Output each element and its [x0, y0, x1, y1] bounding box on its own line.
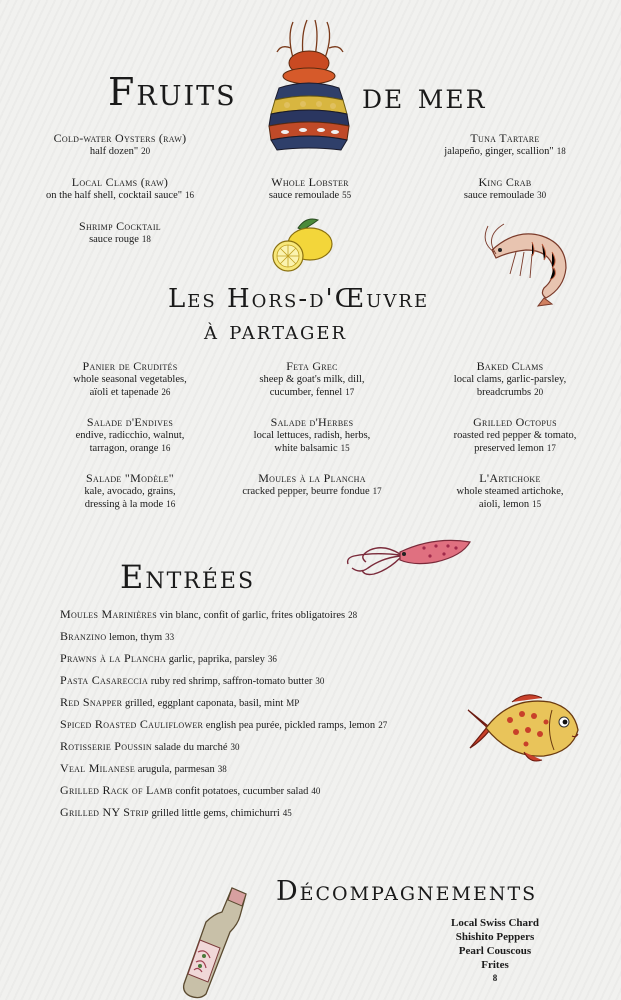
item-desc: half dozen" — [89, 146, 139, 157]
list-item — [60, 670, 387, 692]
section-title-de-mer: de mer — [362, 76, 487, 117]
item-price: 26 — [161, 387, 171, 397]
item-desc: kale, avocado, grains, — [84, 486, 176, 497]
menu-item-oysters — [20, 132, 220, 158]
item-name: Feta Grec — [286, 359, 338, 373]
menu-item-shrimp-cocktail — [20, 220, 220, 246]
list-item — [60, 758, 387, 780]
menu-item-salade-dendives — [40, 416, 220, 455]
item-price: 17 — [372, 486, 382, 496]
item-desc: grilled, eggplant caponata, basil, mint — [124, 698, 284, 709]
menu-item-whole-lobster — [220, 176, 400, 202]
lemon-icon — [268, 214, 336, 274]
item-desc: lemon, thym — [109, 632, 163, 643]
sides-price: 8 — [492, 973, 498, 983]
item-desc: whole steamed artichoke, — [456, 486, 564, 497]
item-name: Whole Lobster — [271, 175, 349, 189]
menu-item-feta-grec — [222, 360, 402, 399]
menu-item-local-clams — [14, 176, 226, 202]
list-item — [60, 692, 387, 714]
item-price: 28 — [348, 610, 358, 620]
item-desc: on the half shell, cocktail sauce" — [45, 190, 183, 201]
item-price: 40 — [311, 786, 321, 796]
item-desc: jalapeño, ginger, scallion" — [444, 146, 554, 157]
section-title-a-partager: à partager — [204, 316, 348, 346]
item-name: Branzino — [60, 629, 107, 643]
item-desc: local lettuces, radish, herbs, — [253, 430, 371, 441]
list-item — [60, 802, 387, 824]
item-price: 36 — [267, 654, 277, 664]
item-desc: white balsamic — [274, 443, 338, 454]
squid-icon — [344, 534, 472, 578]
item-price: 16 — [166, 499, 176, 509]
item-price: MP — [286, 698, 300, 708]
item-price: 38 — [217, 764, 227, 774]
item-desc: endive, radicchio, walnut, — [75, 430, 185, 441]
item-name: Moules Marinières — [60, 607, 157, 621]
item-price: 17 — [345, 387, 355, 397]
list-item: Frites — [481, 959, 509, 971]
item-desc: breadcrumbs — [476, 387, 532, 398]
section-title-entrees: Entrées — [120, 558, 256, 596]
section-title-fruits: Fruits — [108, 70, 237, 114]
item-price: 20 — [141, 146, 151, 156]
fish-icon — [466, 690, 582, 764]
list-item — [60, 648, 387, 670]
item-name: Salade d'Herbes — [270, 415, 354, 429]
wine-bottle-icon — [180, 886, 252, 1000]
item-desc: english pea purée, pickled ramps, lemon — [205, 720, 376, 731]
item-name: Spiced Roasted Cauliflower — [60, 717, 204, 731]
item-name: Tuna Tartare — [470, 131, 540, 145]
section-title-hors-doeuvre: Les Hors-d'Œuvre — [168, 284, 430, 314]
list-item — [60, 780, 387, 802]
item-price: 30 — [315, 676, 325, 686]
list-item — [60, 626, 387, 648]
lobster-tower-icon — [263, 18, 355, 158]
item-desc: grilled little gems, chimichurri — [151, 808, 280, 819]
section-title-accompagnements: Décompagnements — [276, 876, 538, 907]
item-desc: sauce rouge — [89, 234, 139, 245]
item-name: Pasta Casareccia — [60, 673, 149, 687]
item-name: Veal Milanese — [60, 761, 136, 775]
list-item — [60, 604, 387, 626]
item-name: Salade "Modèle" — [86, 471, 174, 485]
menu-item-salade-modele — [40, 472, 220, 511]
item-name: Red Snapper — [60, 695, 123, 709]
item-price: 17 — [546, 443, 556, 453]
sides-list — [430, 916, 560, 984]
item-name: Cold-water Oysters (raw) — [53, 131, 187, 145]
shrimp-icon — [486, 222, 576, 306]
item-name: Grilled Rack of Lamb — [60, 783, 173, 797]
item-price: 30 — [537, 190, 547, 200]
menu-item-moules-a-la-plancha — [222, 472, 402, 498]
item-name: Grilled Octopus — [473, 415, 557, 429]
item-desc: roasted red pepper & tomato, — [453, 430, 577, 441]
item-name: L'Artichoke — [479, 471, 541, 485]
menu-item-tuna-tartare — [405, 132, 605, 158]
menu-item-salade-dherbes — [222, 416, 402, 455]
item-name: Moules à la Plancha — [258, 471, 366, 485]
item-desc: aïoli et tapenade — [89, 387, 159, 398]
item-desc: salade du marché — [154, 742, 228, 753]
item-desc: aioli, lemon — [478, 499, 530, 510]
item-price: 15 — [340, 443, 350, 453]
list-item — [60, 736, 387, 758]
menu-item-lartichoke — [420, 472, 600, 511]
item-desc: whole seasonal vegetables, — [73, 374, 187, 385]
item-price: 18 — [556, 146, 566, 156]
item-desc: vin blanc, confit of garlic, frites obligatoires — [159, 610, 346, 621]
item-price: 16 — [161, 443, 171, 453]
item-price: 15 — [532, 499, 542, 509]
list-item — [60, 714, 387, 736]
item-desc: sauce remoulade — [268, 190, 340, 201]
item-name: Shrimp Cocktail — [79, 219, 161, 233]
item-name: Prawns à la Plancha — [60, 651, 167, 665]
item-desc: tarragon, orange — [89, 443, 159, 454]
item-desc: sauce remoulade — [463, 190, 535, 201]
item-name: Panier de Crudités — [82, 359, 178, 373]
item-desc: cracked pepper, beurre fondue — [242, 486, 370, 497]
item-price: 20 — [534, 387, 544, 397]
item-name: Baked Clams — [476, 359, 544, 373]
item-desc: preserved lemon — [474, 443, 544, 454]
item-desc: sheep & goat's milk, dill, — [259, 374, 365, 385]
item-price: 45 — [282, 808, 292, 818]
menu-item-king-crab — [405, 176, 605, 202]
item-desc: confit potatoes, cucumber salad — [175, 786, 309, 797]
item-price: 30 — [230, 742, 240, 752]
item-desc: garlic, paprika, parsley — [168, 654, 265, 665]
menu-item-baked-clams — [420, 360, 600, 399]
entrees-list — [60, 604, 387, 824]
item-price: 16 — [185, 190, 195, 200]
list-item: Shishito Peppers — [455, 931, 535, 943]
item-name: Salade d'Endives — [86, 415, 174, 429]
item-desc: dressing à la mode — [84, 499, 164, 510]
list-item: Local Swiss Chard — [450, 917, 540, 929]
item-name: Rotisserie Poussin — [60, 739, 152, 753]
item-price: 18 — [141, 234, 151, 244]
item-price: 55 — [342, 190, 352, 200]
item-desc: arugula, parmesan — [137, 764, 215, 775]
item-desc: cucumber, fennel — [269, 387, 343, 398]
list-item: Pearl Couscous — [458, 945, 532, 957]
item-name: King Crab — [478, 175, 532, 189]
item-desc: local clams, garlic-parsley, — [453, 374, 567, 385]
item-name: Grilled NY Strip — [60, 805, 149, 819]
item-price: 33 — [165, 632, 175, 642]
menu-item-panier-de-crudites — [40, 360, 220, 399]
item-desc: ruby red shrimp, saffron-tomato butter — [150, 676, 313, 687]
menu-item-grilled-octopus — [420, 416, 610, 455]
item-price: 27 — [378, 720, 388, 730]
item-name: Local Clams (raw) — [71, 175, 169, 189]
